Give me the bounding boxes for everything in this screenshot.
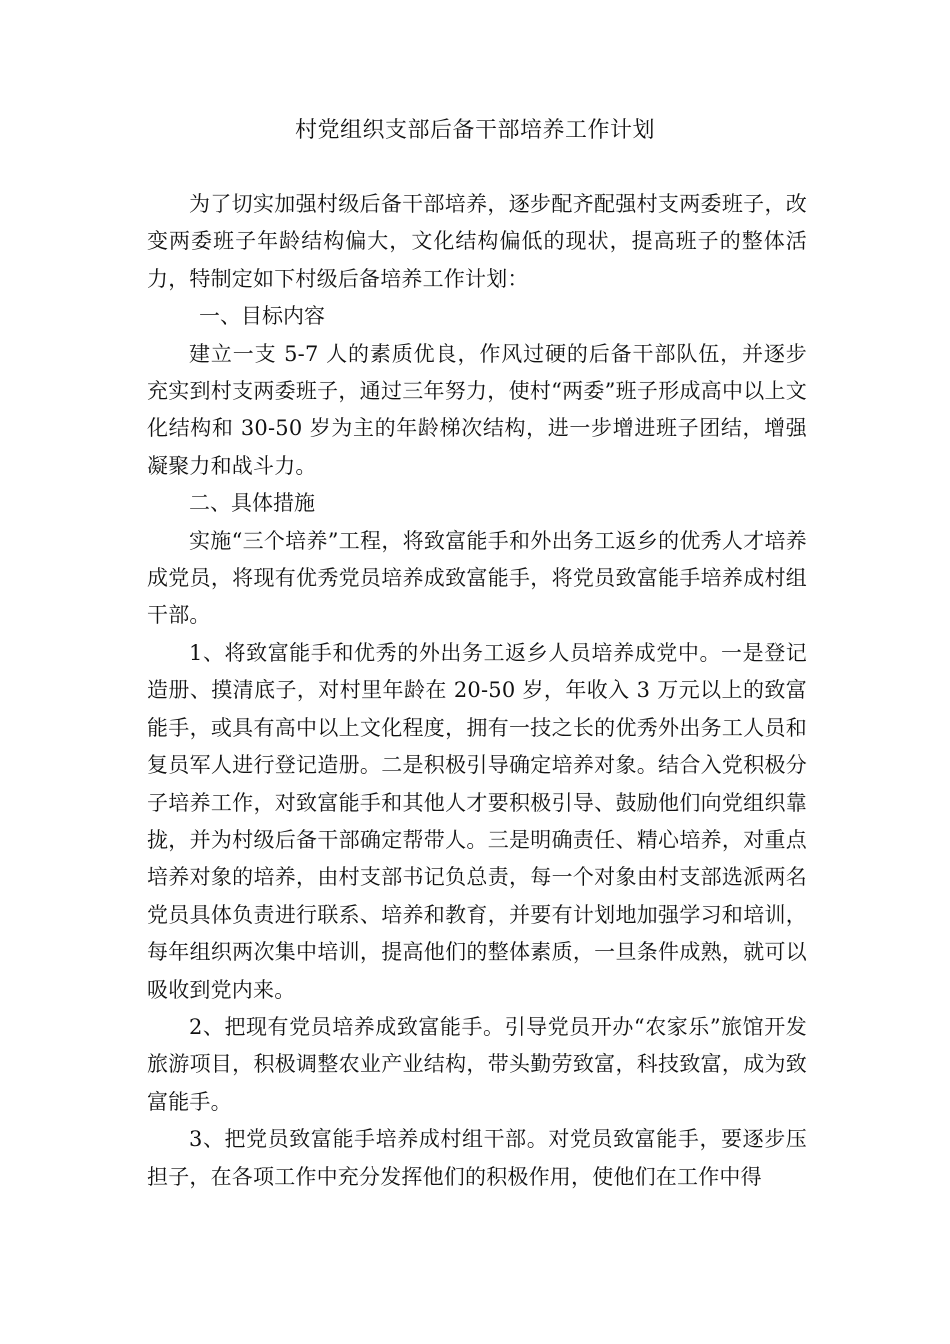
intro-paragraph: 为了切实加强村级后备干部培养，逐步配齐配强村支两委班子，改变两委班子年龄结构偏大，文化结构偏低的现状，提高班子的整体活力，特制定如下村级后备培养工作计划： xyxy=(147,192,807,291)
document-body xyxy=(147,186,807,1196)
measures-paragraph: 实施“三个培养”工程，将致富能手和外出务工返乡的优秀人才培养成党员，将现有优秀党员培养成致富能手，将党员致富能手培养成村组干部。 xyxy=(147,528,807,628)
section-heading-measures: 二、具体措施 xyxy=(189,491,315,516)
measure-item-3: 3、把党员致富能手培养成村组干部。对党员致富能手，要逐步压担子，在各项工作中充分发挥他们的积极作用，使他们在工作中得 xyxy=(147,1127,807,1189)
measure-item-1: 1、将致富能手和优秀的外出务工返乡人员培养成党中。一是登记造册、摸清底子，对村里年龄在 20-50 岁，年收入 3 万元以上的致富能手，或具有高中以上文化程度，拥有一技之长的优秀外出务工人员和复员军人进行登记造册。二是积极引导确定培养对象。结合入党积极分子培养工作，对致富能手和其他人才要积极引导、鼓励他们向党组织靠拢，并为村级后备干部确定帮带人。三是明确责任、精心培养，对重点培养对象的培养，由村支部书记负总责，每一个对象由村支部选派两名党员具体负责进行联系、培养和教育，并要有计划地加强学习和培训，每年组织两次集中培训，提高他们的整体素质，一旦条件成熟，就可以吸收到党内来。 xyxy=(147,640,807,1002)
document-title: 村党组织支部后备干部培养工作计划 xyxy=(294,118,655,143)
goals-paragraph: 建立一支 5-7 人的素质优良，作风过硬的后备干部队伍，并逐步充实到村支两委班子，通过三年努力，使村“两委”班子形成高中以上文化结构和 30-50 岁为主的年龄梯次结构，进一步增进班子团结，增强凝聚力和战斗力。 xyxy=(147,341,807,478)
section-heading-goals: 一、目标内容 xyxy=(199,304,325,329)
measure-item-2: 2、把现有党员培养成致富能手。引导党员开办“农家乐”旅馆开发旅游项目，积极调整农业产业结构，带头勤劳致富，科技致富，成为致富能手。 xyxy=(147,1014,807,1114)
